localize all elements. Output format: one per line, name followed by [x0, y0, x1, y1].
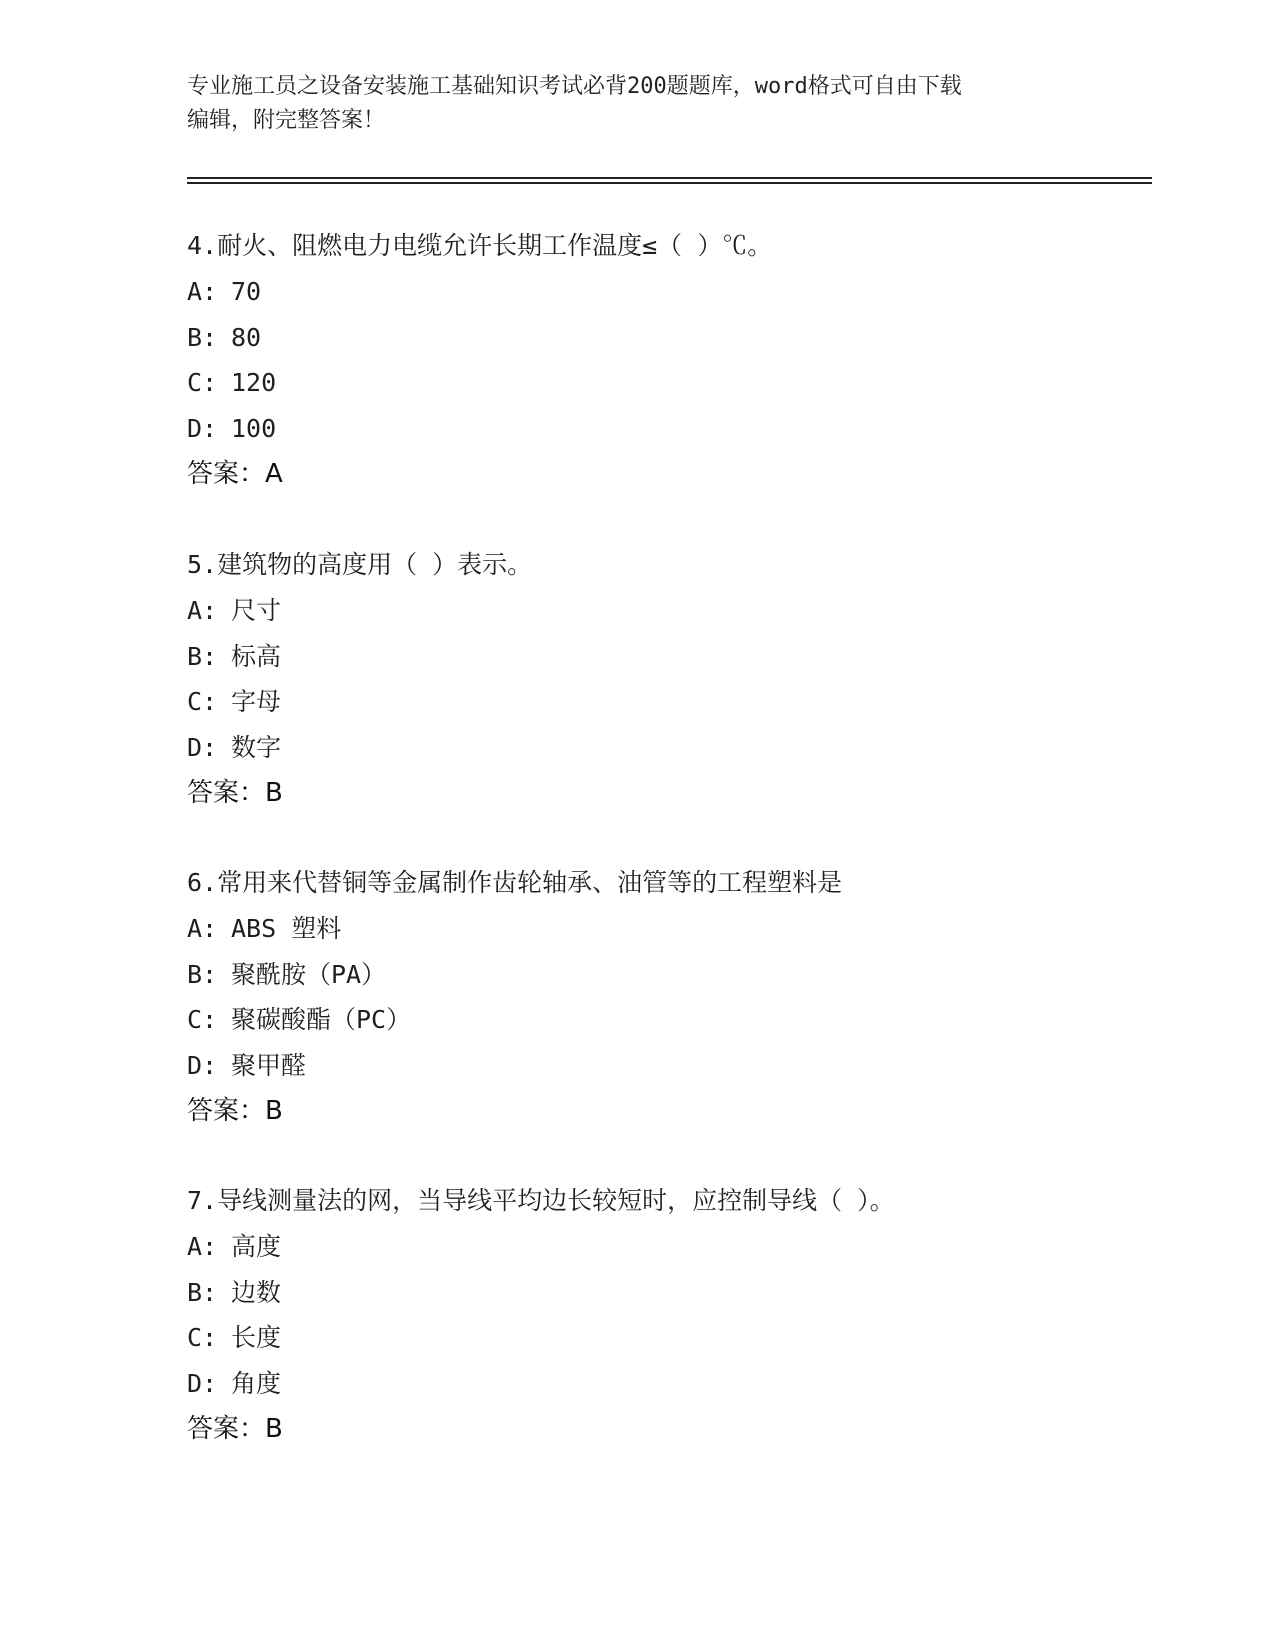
header-divider-bottom: [187, 182, 1152, 184]
option-b: [187, 1270, 1187, 1316]
option-text: 尺寸: [231, 596, 282, 625]
answer-line: 答案：A: [187, 459, 283, 489]
question-title: 4.耐火、阻燃电力电缆允许长期工作温度≤（ ）℃。: [187, 231, 773, 260]
option-a: [187, 588, 1187, 634]
question-6: [187, 860, 1187, 1134]
option-b: [187, 315, 1187, 361]
question-title: 6.常用来代替铜等金属制作齿轮轴承、油管等的工程塑料是: [187, 868, 843, 897]
question-title: 7.导线测量法的网，当导线平均边长较短时，应控制导线（ ）。: [187, 1186, 895, 1215]
option-text: 聚甲醛: [231, 1050, 307, 1080]
option-a: [187, 269, 1187, 315]
option-letter: D:: [187, 413, 218, 443]
option-letter: C:: [187, 1005, 218, 1034]
option-letter: A:: [187, 277, 218, 306]
option-text: 数字: [231, 732, 282, 762]
option-text: 70: [231, 277, 262, 306]
option-letter: B:: [187, 959, 218, 989]
option-text: 高度: [231, 1232, 282, 1261]
option-d: [187, 1043, 1187, 1089]
option-b: [187, 634, 1187, 680]
option-letter: A:: [187, 914, 218, 943]
header-divider-top: [187, 177, 1152, 179]
option-text: ABS 塑料: [231, 914, 342, 943]
option-b: [187, 952, 1187, 998]
answer-line: 答案：B: [187, 778, 283, 808]
option-text: 字母: [231, 687, 282, 716]
option-letter: D:: [187, 1368, 218, 1398]
option-d: [187, 406, 1187, 452]
option-letter: A:: [187, 596, 218, 625]
option-letter: C:: [187, 368, 218, 397]
option-text: 100: [231, 413, 277, 443]
option-text: 长度: [231, 1323, 282, 1352]
option-letter: B:: [187, 322, 218, 352]
option-text: 120: [231, 368, 277, 397]
option-c: [187, 360, 1187, 406]
option-d: [187, 725, 1187, 771]
option-text: 聚碳酸酯（PC）: [231, 1005, 412, 1034]
answer-line: 答案：B: [187, 1096, 283, 1126]
option-letter: B:: [187, 1277, 218, 1307]
option-d: [187, 1361, 1187, 1407]
question-5: [187, 542, 1187, 816]
question-7: [187, 1178, 1187, 1452]
option-letter: D:: [187, 732, 218, 762]
question-4: [187, 223, 1187, 497]
option-letter: C:: [187, 687, 218, 716]
question-title: 5.建筑物的高度用（ ）表示。: [187, 550, 533, 579]
option-text: 标高: [231, 641, 282, 671]
option-text: 角度: [231, 1368, 282, 1398]
document-header: [187, 70, 1087, 138]
option-letter: A:: [187, 1232, 218, 1261]
answer-line: 答案：B: [187, 1414, 283, 1444]
option-letter: B:: [187, 641, 218, 671]
option-c: [187, 997, 1187, 1043]
option-letter: C:: [187, 1323, 218, 1352]
option-text: 边数: [231, 1277, 282, 1307]
option-c: [187, 679, 1187, 725]
option-text: 聚酰胺（PA）: [231, 959, 387, 989]
header-line-1: 专业施工员之设备安装施工基础知识考试必背200题题库，word格式可自由下载: [187, 74, 962, 99]
header-line-2: 编辑，附完整答案！: [187, 108, 386, 133]
option-c: [187, 1315, 1187, 1361]
option-a: [187, 906, 1187, 952]
option-letter: D:: [187, 1050, 218, 1080]
option-a: [187, 1224, 1187, 1270]
option-text: 80: [231, 322, 262, 352]
